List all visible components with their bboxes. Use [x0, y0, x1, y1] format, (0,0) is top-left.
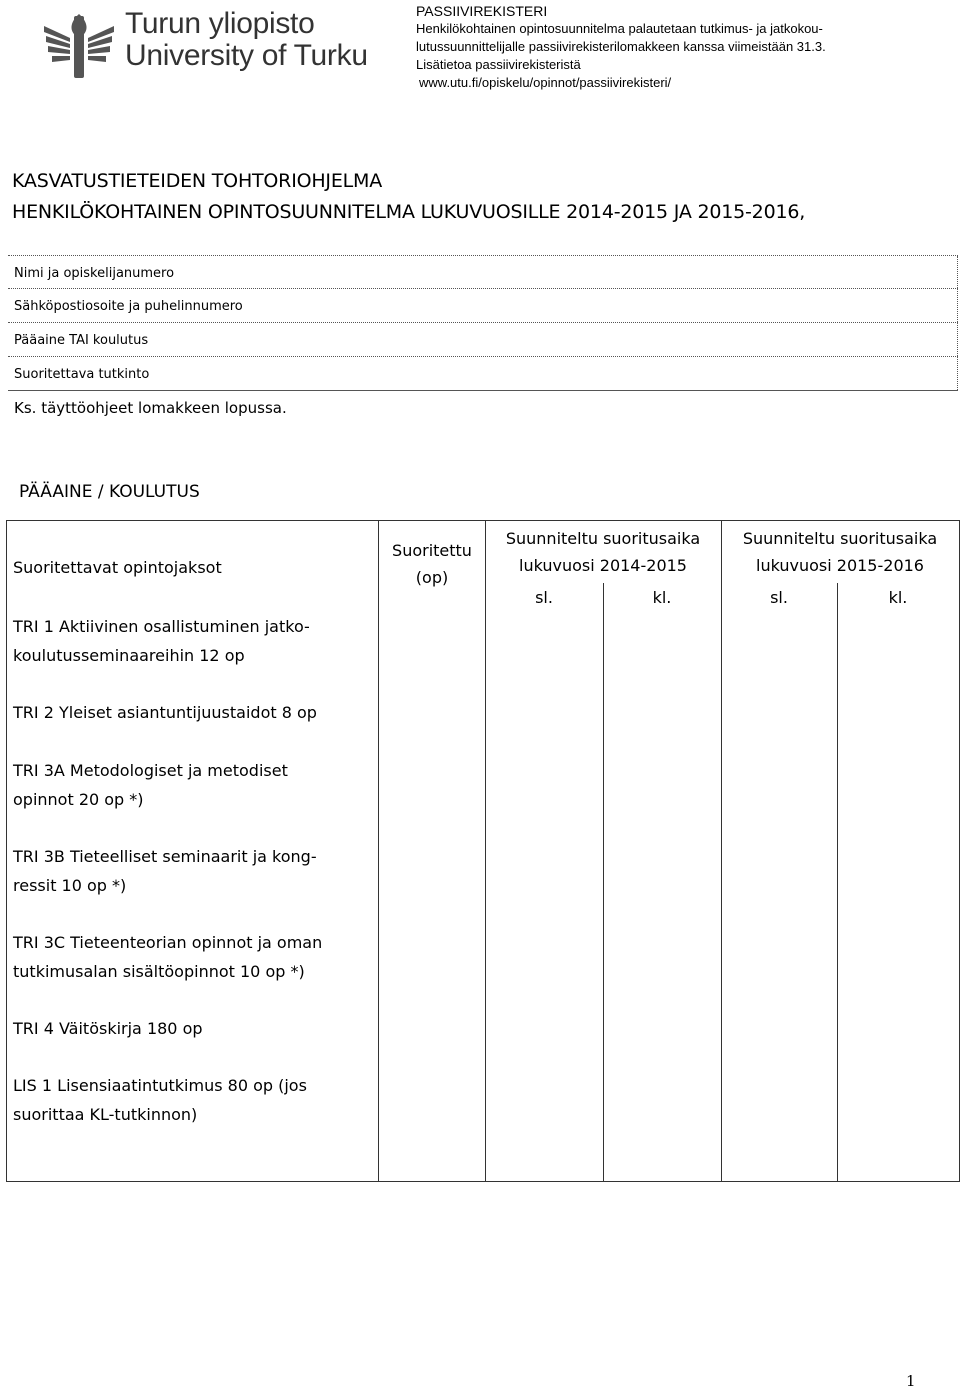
column-divider: [378, 521, 379, 1181]
course-name: Lisensiaatintutkimus 80 op (jos: [57, 1076, 307, 1095]
course-code: TRI 3B: [13, 847, 65, 866]
term-autumn-2015: sl.: [770, 588, 788, 607]
course-tri-1: [13, 612, 310, 670]
course-code: TRI 4: [13, 1019, 54, 1038]
course-name: Aktiivinen osallistuminen jatko-: [58, 617, 310, 636]
course-name: Tieteenteorian opinnot ja oman: [70, 933, 323, 952]
course-name: Väitöskirja 180 op: [58, 1019, 203, 1038]
contact-field[interactable]: [8, 289, 958, 323]
completed-header-line-2: (op): [415, 568, 449, 587]
year1-header-line-2: lukuvuosi 2014-2015: [519, 556, 687, 575]
student-info-fields: [8, 255, 958, 391]
field-right-border: [957, 256, 958, 288]
course-name-cont: opinnot 20 op *): [13, 790, 144, 809]
course-name: Yleiset asiantuntijuustaidot 8 op: [58, 703, 317, 722]
term-divider: [603, 583, 604, 1181]
course-name-cont: ressit 10 op *): [13, 876, 127, 895]
program-title: KASVATUSTIETEIDEN TOHTORIOHJELMA: [12, 170, 383, 192]
university-name-fi: Turun yliopisto: [125, 7, 315, 40]
year2-header-line-1: Suunniteltu suoritusaika: [742, 529, 938, 548]
column-divider: [485, 521, 486, 1181]
course-tri-3b: [13, 842, 317, 900]
notice-line-2: lutussuunnittelijalle passiivirekisterilomakkeen kanssa viimeistään 31.3.: [416, 39, 826, 54]
term-spring-2016: kl.: [888, 588, 908, 607]
term-divider: [837, 583, 838, 1181]
completed-column-header: [378, 537, 486, 591]
year-2015-2016-header: [721, 525, 959, 579]
term-autumn-2014: sl.: [535, 588, 553, 607]
passive-register-notice: [416, 2, 956, 92]
field-right-border: [957, 357, 958, 390]
course-tri-3c: [13, 928, 322, 986]
course-code: LIS 1: [13, 1076, 53, 1095]
course-code: TRI 2: [13, 703, 54, 722]
university-name-en: University of Turku: [125, 39, 368, 72]
completed-header-line-1: Suoritettu: [392, 541, 472, 560]
section-title: PÄÄAINE / KOULUTUS: [19, 482, 200, 502]
notice-url-link[interactable]: www.utu.fi/opiskelu/opinnot/passiivirekisteri/: [419, 75, 672, 90]
course-name-cont: tutkimusalan sisältöopinnot 10 op *): [13, 962, 305, 981]
field-right-border: [957, 323, 958, 356]
course-tri-2: [13, 698, 317, 727]
column-divider: [721, 521, 722, 1181]
field-right-border: [957, 289, 958, 322]
page-number: 1: [906, 1372, 916, 1390]
courses-column-header: Suoritettavat opintojaksot: [13, 558, 222, 577]
instructions-hint: Ks. täyttöohjeet lomakkeen lopussa.: [14, 399, 287, 417]
course-name: Metodologiset ja metodiset: [69, 761, 288, 780]
name-field-label: Nimi ja opiskelijanumero: [14, 266, 175, 281]
year2-header-line-2: lukuvuosi 2015-2016: [756, 556, 924, 575]
course-name: Tieteelliset seminaarit ja kong-: [69, 847, 317, 866]
degree-field[interactable]: [8, 357, 958, 391]
plan-title: HENKILÖKOHTAINEN OPINTOSUUNNITELMA LUKUVUOSILLE 2014-2015 JA 2015-2016,: [12, 201, 806, 223]
course-name-cont: koulutusseminaareihin 12 op: [13, 646, 245, 665]
major-field[interactable]: [8, 323, 958, 357]
university-name: [125, 8, 368, 72]
course-code: TRI 1: [13, 617, 54, 636]
notice-line-3: Lisätietoa passiivirekisteristä: [416, 57, 581, 72]
major-field-label: Pääaine TAI koulutus: [14, 333, 149, 348]
contact-field-label: Sähköpostiosoite ja puhelinnumero: [14, 299, 243, 314]
course-tri-4: [13, 1014, 203, 1043]
torch-emblem-icon: [40, 12, 120, 82]
term-spring-2015: kl.: [652, 588, 672, 607]
course-code: TRI 3C: [13, 933, 66, 952]
year-2014-2015-header: [485, 525, 721, 579]
year1-header-line-1: Suunniteltu suoritusaika: [505, 529, 701, 548]
course-name-cont: suorittaa KL-tutkinnon): [13, 1105, 198, 1124]
degree-field-label: Suoritettava tutkinto: [14, 367, 150, 382]
name-field[interactable]: [8, 255, 958, 289]
notice-line-1: Henkilökohtainen opintosuunnitelma palautetaan tutkimus- ja jatkokou-: [416, 21, 823, 36]
course-code: TRI 3A: [13, 761, 65, 780]
course-tri-3a: [13, 756, 288, 814]
notice-title: PASSIIVIREKISTERI: [416, 3, 548, 19]
course-lis-1: [13, 1071, 307, 1129]
study-plan-table: [6, 520, 960, 1182]
